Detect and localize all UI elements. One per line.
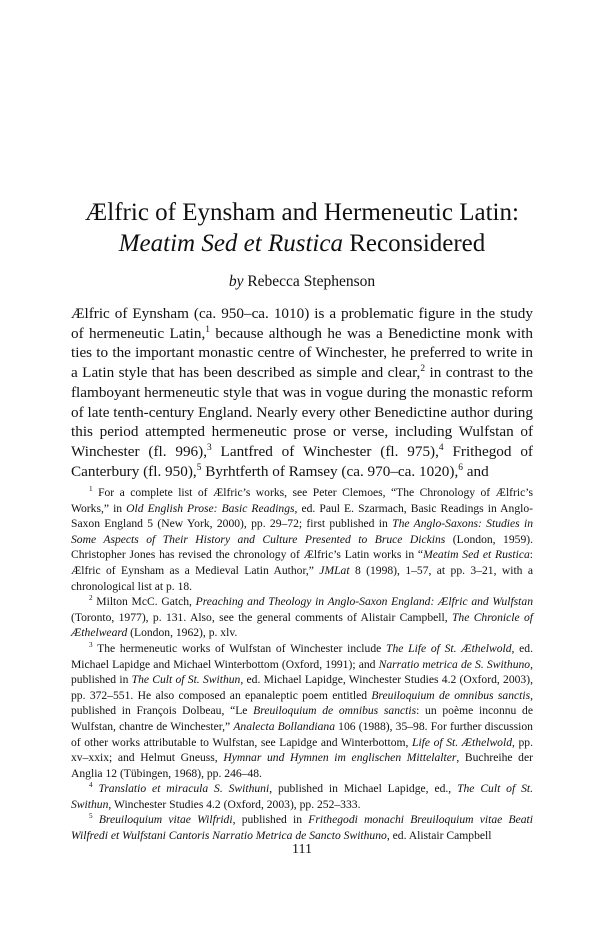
footnote-5: $^5$ Breuiloquium vitae Wilfridi, published in Frithegodi monachi Breuiloquium vitae Beati Wilfredi et Wulfstani Cantoris Narratio Metrica de Sancto Swithuno, ed. Alistair Campbell — [71, 812, 533, 843]
footnote-ref: 5 — [196, 462, 202, 473]
footnotes — [71, 485, 533, 844]
footnote-number: 1 — [89, 485, 93, 494]
byline-by: by — [228, 273, 244, 290]
footnote-number: 3 — [89, 641, 93, 650]
chapter-title-rest: Reconsidered — [342, 230, 486, 257]
footnote-ref: 3 — [207, 442, 212, 453]
body-text-run: and — [462, 462, 489, 480]
footnote-ref: 4 — [438, 442, 444, 453]
footnote-2: $^2$ Milton McC. Gatch, Preaching and Theology in Anglo-Saxon England: Ælfric and Wulfstan (Toronto, 1977), p. 131. Also, see the general comments of Alistair Campbell, The Chronicle of Æthelweard (London, 1962), p. xlv. — [71, 594, 534, 640]
page-number: 111 — [292, 842, 312, 857]
footnote-3: $^3$ The hermeneutic works of Wulfstan of Winchester include The Life of St. Æthelwold, ed. Michael Lapidge and Michael Winterbottom (Oxford, 1991); and Narratio metrica de S. Swithuno, published in The Cult of St. Swithun, ed. Michael Lapidge, Winchester Studies 4.2 (Oxford, 2003), pp. 372–551. He also composed an epanaleptic poem entitled Breuiloquium de omnibus sanctis, published in François Dolbeau, “Le Breuiloquium de omnibus sanctis: un poème inconnu de Wulfstan, chantre de Winchester,” Analecta Bollandiana 106 (1988), 35–98. For further discussion of other works attributable to Wulfstan, see Lapidge and Winterbottom, Life of St. Æthelwold, pp. xv–xxix; and Helmut Gneuss, Hymnar und Hymnen im englischen Mittelalter, Buchreihe der Anglia 12 (Tübingen, 1968), pp. 246–48. — [71, 641, 534, 780]
footnote-ref: 6 — [458, 462, 463, 473]
body-text-run: in contrast to the flamboyant hermeneutic style that was in vogue during the monastic reform of late tenth-century England. Nearly every other Benedictine author during this period attempted hermeneutic prose or verse, including Wulfstan of Winchester (fl. 996), — [71, 364, 533, 460]
author-byline — [40, 273, 564, 291]
footnote-ref: 1 — [205, 324, 210, 335]
body-text-run: Byrhtferth of Ramsey (ca. 970–ca. 1020), — [201, 462, 459, 480]
body-text-run: Lantfred of Winchester (fl. 975), — [211, 442, 439, 460]
chapter-title-italic: Meatim Sed et Rustica — [118, 230, 343, 257]
footnote-number: 4 — [89, 781, 93, 790]
chapter-title — [40, 197, 564, 259]
footnote-ref: 2 — [420, 364, 426, 375]
footnote-number: 2 — [89, 594, 93, 603]
body-paragraph — [71, 304, 533, 481]
footnote-4: $^4$ Translatio et miracula S. Swithuni, published in Michael Lapidge, ed., The Cult of St. Swithun, Winchester Studies 4.2 (Oxford, 2003), pp. 252–333. — [71, 781, 533, 811]
body-text-run: because although he was a Benedictine monk with ties to the important monastic centre of Winchester, he preferred to write in a Latin style that has been described as simple and clear, — [71, 324, 533, 382]
footnote-1: $^1$ For a complete list of Ælfric’s works, see Peter Clemoes, “The Chronology of Ælfric’s Works,” in Old English Prose: Basic Readings, ed. Paul E. Szarmach, Basic Readings in Anglo-Saxon England 5 (New York, 2000), pp. 29–72; first published in The Anglo-Saxons: Studies in Some Aspects of Their History and Culture Presented to Bruce Dickins (London, 1959). Christopher Jones has revised the chronology of Ælfric’s Latin works in “Meatim Sed et Rustica: Ælfric of Eynsham as a Medieval Latin Author,” JMLat 8 (1998), 1–57, at pp. 3–21, with a chronological list at p. 18. — [71, 485, 533, 593]
author-name: Rebecca Stephenson — [243, 273, 376, 290]
body-text-run: Ælfric of Eynsham (ca. 950–ca. 1010) is a problematic figure in the study of hermeneutic Latin, — [71, 305, 533, 342]
footnote-number: 5 — [89, 812, 93, 821]
chapter-title-line1: Ælfric of Eynsham and Hermeneutic Latin: — [85, 199, 519, 226]
body-text-run: Frithegod of Canterbury (fl. 950), — [71, 442, 533, 480]
